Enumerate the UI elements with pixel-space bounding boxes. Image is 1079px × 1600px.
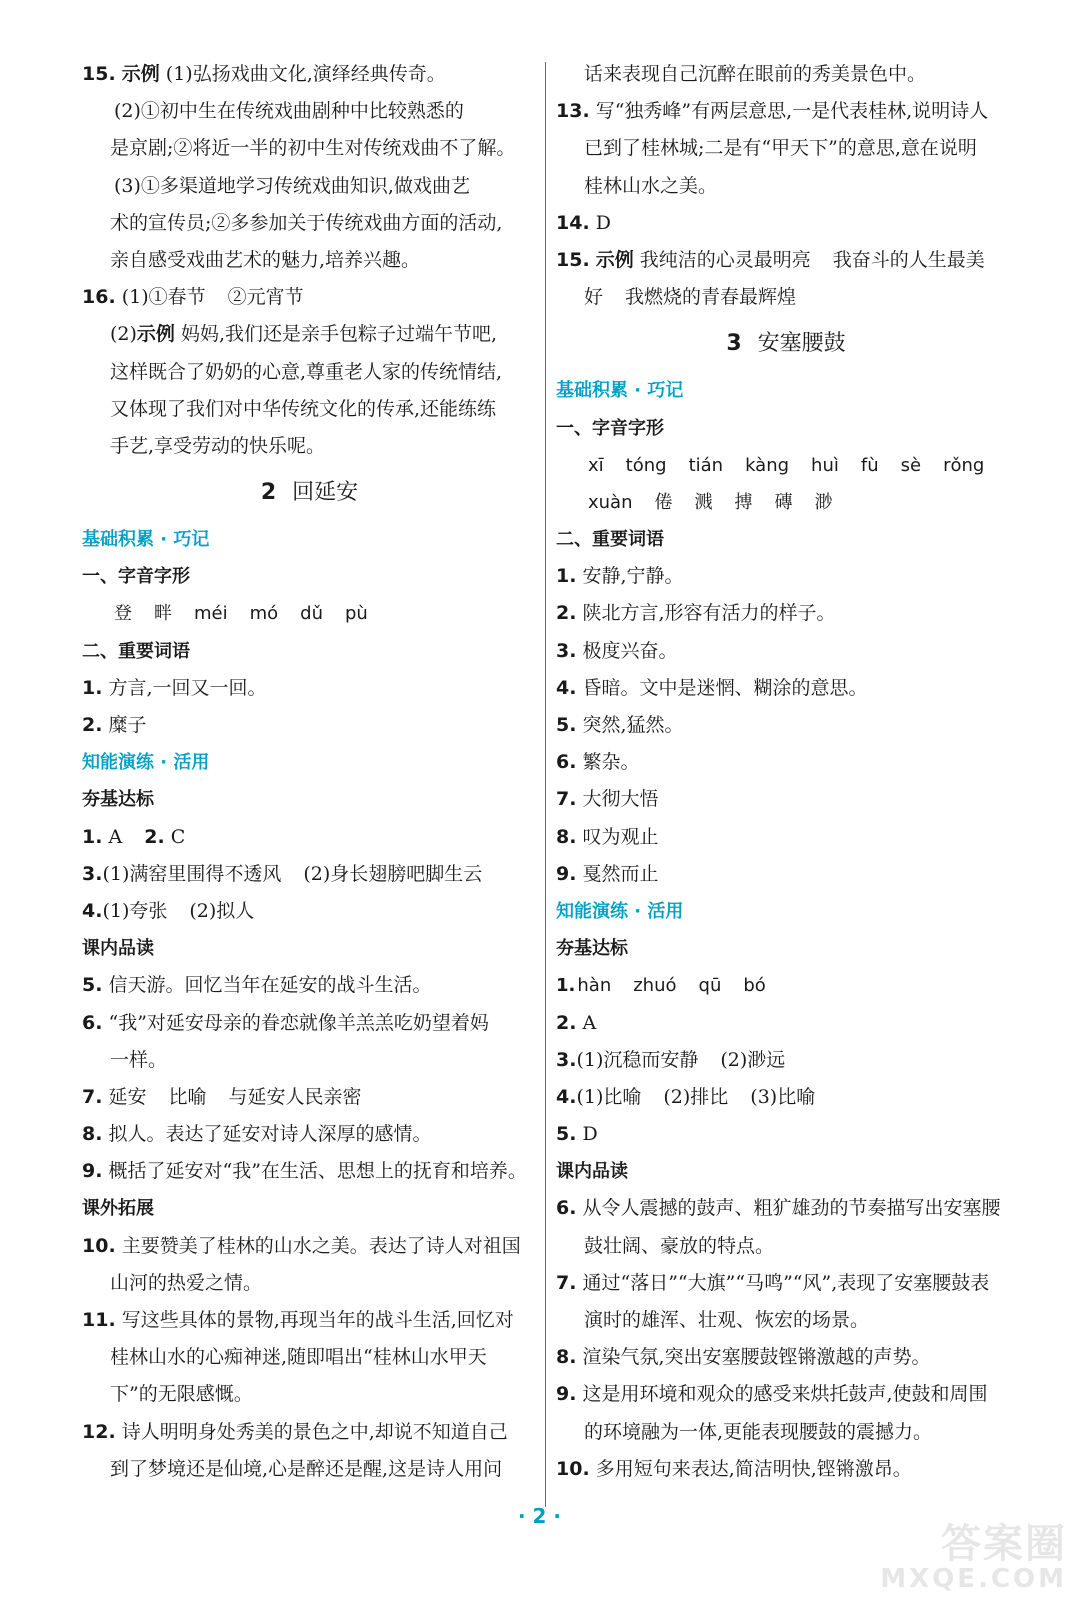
answer-text: (2)①初中生在传统戏曲剧种中比较熟悉的	[114, 100, 464, 123]
pinyin-row: xuàn 倦 溅 搏 磚 渺	[588, 491, 833, 513]
answer-text: 到了梦境还是仙境,心是醉还是醒,这是诗人用问	[110, 1457, 503, 1480]
answer-13: 13. 写“独秀峰”有两层意思,一是代表桂林,说明诗人	[556, 100, 989, 123]
answer-text: (2)示例 妈妈,我们还是亲手包粽子过端午节吧,	[110, 323, 498, 346]
subheading: 夯基达标	[556, 938, 628, 960]
lesson-title: 3 安塞腰鼓	[726, 331, 846, 357]
subheading: 二、重要词语	[556, 529, 664, 551]
answer-7: 7. 通过“落日”“大旗”“马鸣”“风”,表现了安塞腰鼓表	[556, 1271, 990, 1294]
answer-9: 9. 这是用环境和观众的感受来烘托鼓声,使鼓和周围	[556, 1383, 988, 1406]
column-divider	[545, 62, 546, 1507]
answer-3: 3.(1)沉稳而安静 (2)渺远	[556, 1048, 786, 1071]
answer-text: 山河的热爱之情。	[110, 1271, 263, 1294]
answer-2: 2. A	[556, 1011, 597, 1034]
word-item: 6. 繁杂。	[556, 751, 640, 774]
answer-9: 9. 概括了延安对“我”在生活、思想上的抚育和培养。	[82, 1160, 527, 1183]
answer-text: 演时的雄浑、壮观、恢宏的场景。	[584, 1309, 870, 1331]
word-item: 1. 安静,宁静。	[556, 565, 684, 588]
subheading: 一、字音字形	[556, 417, 664, 439]
word-item: 8. 叹为观止	[556, 825, 659, 848]
answer-15: 15. 示例 (1)弘扬戏曲文化,演绎经典传奇。	[82, 63, 446, 85]
pinyin-row: 登 畔 méi mó dǔ pù	[114, 603, 368, 625]
subheading: 课内品读	[82, 938, 154, 960]
word-item: 7. 大彻大悟	[556, 788, 659, 811]
left-column	[82, 56, 537, 1488]
answer-text: 已到了桂林城;二是有“甲天下”的意思,意在说明	[584, 137, 977, 160]
answer-text: 手艺,享受劳动的快乐呢。	[110, 434, 326, 457]
subheading: 课外拓展	[82, 1198, 154, 1220]
answer-text: 亲自感受戏曲艺术的魅力,培养兴趣。	[110, 248, 421, 271]
watermark-text: 答案圈	[941, 1521, 1067, 1567]
page-number: · 2 ·	[517, 1504, 562, 1528]
subheading: 夯基达标	[82, 789, 154, 811]
answer-text: 鼓壮阔、豪放的特点。	[584, 1234, 775, 1257]
answer-5: 5. 信天游。回忆当年在延安的战斗生活。	[82, 974, 432, 997]
answer-text: 下”的无限感慨。	[110, 1383, 253, 1406]
answer-3: 3.(1)满窑里围得不透风 (2)身长翅膀吧脚生云	[82, 862, 483, 885]
answer-11: 11. 写这些具体的景物,再现当年的战斗生活,回忆对	[82, 1309, 514, 1331]
section-heading: 知能演练 · 活用	[556, 900, 684, 922]
answer-6: 6. “我”对延安母亲的眷恋就像羊羔羔吃奶望着妈	[82, 1011, 489, 1034]
answer-14: 14. D	[556, 211, 611, 234]
word-item: 2. 陕北方言,形容有活力的样子。	[556, 602, 836, 625]
answer-1: 1. hàn zhuó qū bó	[556, 975, 766, 997]
section-heading: 基础积累 · 巧记	[82, 529, 210, 551]
word-item: 9. 戛然而止	[556, 862, 659, 885]
pinyin-row: xī tóng tián kàng huì fù sè rǒng	[588, 454, 985, 476]
right-column	[556, 56, 1016, 1488]
answer-text: 的环境融为一体,更能表现腰鼓的震撼力。	[584, 1420, 933, 1443]
word-item: 2. 糜子	[82, 714, 147, 736]
watermark-url: MXQE.COM	[880, 1564, 1067, 1594]
answer-text: 桂林山水的心痴神迷,随即唱出“桂林山水甲天	[110, 1346, 487, 1369]
answer-8: 8. 拟人。表达了延安对诗人深厚的感情。	[82, 1123, 432, 1146]
answer-4: 4.(1)夸张 (2)拟人	[82, 899, 255, 922]
answer-10: 10. 主要赞美了桂林的山水之美。表达了诗人对祖国	[82, 1234, 521, 1257]
section-heading: 基础积累 · 巧记	[556, 380, 684, 402]
word-item: 5. 突然,猛然。	[556, 714, 684, 736]
answer-15: 15. 示例 我纯洁的心灵最明亮 我奋斗的人生最美	[556, 248, 985, 271]
answer-6: 6. 从令人震撼的鼓声、粗犷雄劲的节奏描写出安塞腰	[556, 1197, 1001, 1220]
answer-text: 话来表现自己沉醉在眼前的秀美景色中。	[584, 63, 927, 85]
answer-12: 12. 诗人明明身处秀美的景色之中,却说不知道自己	[82, 1420, 508, 1443]
answer-4: 4.(1)比喻 (2)排比 (3)比喻	[556, 1085, 816, 1108]
subheading: 一、字音字形	[82, 566, 190, 588]
subheading: 课内品读	[556, 1161, 628, 1183]
word-item: 4. 昏暗。文中是迷惘、糊涂的意思。	[556, 676, 868, 699]
subheading: 二、重要词语	[82, 640, 190, 662]
answer-text: 一样。	[110, 1048, 168, 1071]
lesson-title: 2 回延安	[260, 480, 359, 506]
answer-5: 5. D	[556, 1123, 598, 1146]
answer-1-2: 1. A 2. C	[82, 825, 186, 848]
answer-text: 桂林山水之美。	[584, 174, 718, 197]
answer-16: 16. (1)①春节 ②元宵节	[82, 286, 304, 309]
answer-text: 好 我燃烧的青春最辉煌	[584, 286, 797, 309]
watermark-logo	[871, 1512, 1071, 1594]
answer-8: 8. 渲染气氛,突出安塞腰鼓铿锵激越的声势。	[556, 1346, 931, 1369]
answer-text: 又体现了我们对中华传统文化的传承,还能练练	[110, 397, 497, 420]
word-item: 1. 方言,一回又一回。	[82, 676, 267, 699]
answer-10: 10. 多用短句来表达,简洁明快,铿锵激昂。	[556, 1457, 912, 1480]
answer-text: 术的宣传员;②多参加关于传统戏曲方面的活动,	[110, 211, 503, 234]
section-heading: 知能演练 · 活用	[82, 752, 210, 774]
answer-text: (3)①多渠道地学习传统戏曲知识,做戏曲艺	[114, 174, 470, 197]
answer-text: 是京剧;②将近一半的初中生对传统戏曲不了解。	[110, 137, 516, 160]
word-item: 3. 极度兴奋。	[556, 639, 678, 662]
answer-7: 7. 延安 比喻 与延安人民亲密	[82, 1085, 362, 1108]
answer-text: 这样既合了奶奶的心意,尊重老人家的传统情结,	[110, 360, 503, 383]
